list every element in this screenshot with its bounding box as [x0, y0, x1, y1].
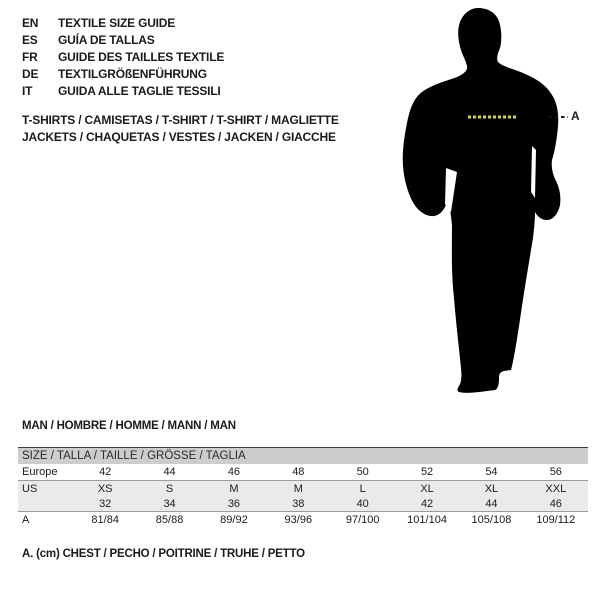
language-label: GUIDE DES TAILLES TEXTILE — [58, 49, 225, 64]
measure-label-a: A — [571, 109, 580, 123]
table-cell: 36 — [227, 497, 241, 510]
table-row-chest-cm — [18, 512, 588, 528]
table-cell: M — [293, 482, 303, 495]
language-list — [22, 14, 224, 100]
table-cell: 89/92 — [220, 514, 248, 526]
language-label: GUÍA DE TALLAS — [58, 32, 155, 47]
language-row-de — [22, 66, 224, 83]
category-jackets: JACKETS / CHAQUETAS / VESTES / JACKEN / GIACCHE — [22, 130, 336, 145]
table-cell: 32 — [99, 497, 112, 510]
table-cell: 44 — [485, 497, 498, 510]
language-label: TEXTILGRÖßENFÜHRUNG — [58, 67, 207, 82]
language-code: EN — [22, 15, 39, 30]
size-table-header: SIZE / TALLA / TAILLE / GRÖSSE / TAGLIA — [18, 448, 588, 464]
table-cell: 46 — [549, 497, 562, 510]
measurement-footnote: A. (cm) CHEST / PECHO / POITRINE / TRUHE / PETTO — [22, 548, 305, 560]
language-label: GUIDA ALLE TAGLIE TESSILI — [58, 84, 221, 99]
table-cell: 38 — [292, 497, 305, 510]
language-row-fr — [22, 48, 224, 65]
table-cell: 48 — [292, 466, 305, 478]
table-cell: M — [229, 482, 239, 495]
table-cell: 101/104 — [407, 514, 447, 526]
language-code: DE — [22, 67, 39, 82]
table-cell: XS — [97, 482, 113, 495]
row-label: A — [22, 514, 30, 526]
table-cell: 54 — [485, 466, 498, 478]
table-cell: 40 — [356, 497, 369, 510]
table-cell: XXL — [545, 482, 567, 495]
table-cell: 56 — [549, 466, 562, 478]
table-cell: 85/88 — [155, 514, 184, 526]
table-cell: 42 — [420, 497, 434, 510]
table-row-us — [18, 481, 588, 496]
section-heading-man: MAN / HOMBRE / HOMME / MANN / MAN — [22, 420, 236, 432]
table-row-us-numeric — [18, 496, 588, 512]
language-row-en — [22, 14, 224, 31]
table-cell: 97/100 — [345, 514, 380, 526]
male-silhouette-figure — [400, 8, 580, 398]
table-row-europe — [18, 464, 588, 481]
table-cell: XL — [484, 482, 499, 495]
language-code: IT — [22, 84, 33, 99]
table-cell: 81/84 — [91, 514, 119, 526]
language-code: FR — [22, 49, 38, 64]
table-cell: 50 — [356, 466, 369, 478]
table-cell: 52 — [420, 466, 434, 478]
category-tshirts: T-SHIRTS / CAMISETAS / T-SHIRT / T-SHIRT / MAGLIETTE — [22, 112, 339, 127]
row-label: US — [22, 482, 38, 495]
table-cell: 46 — [227, 466, 241, 478]
language-label: TEXTILE SIZE GUIDE — [58, 15, 176, 30]
language-row-es — [22, 31, 224, 48]
row-label: Europe — [22, 466, 58, 478]
language-code: ES — [22, 32, 38, 47]
garment-categories — [22, 111, 339, 146]
male-silhouette-svg — [400, 8, 580, 398]
table-cell: 44 — [163, 466, 176, 478]
table-cell: S — [165, 482, 174, 495]
table-cell: 34 — [163, 497, 176, 510]
table-cell: 42 — [99, 466, 112, 478]
table-cell: L — [359, 482, 366, 495]
language-row-it — [22, 83, 224, 100]
table-cell: 93/96 — [284, 514, 313, 526]
table-cell: 105/108 — [471, 514, 512, 526]
table-cell: XL — [420, 482, 434, 495]
male-silhouette — [403, 8, 561, 393]
table-cell: 109/112 — [536, 514, 576, 526]
size-table — [18, 447, 588, 528]
